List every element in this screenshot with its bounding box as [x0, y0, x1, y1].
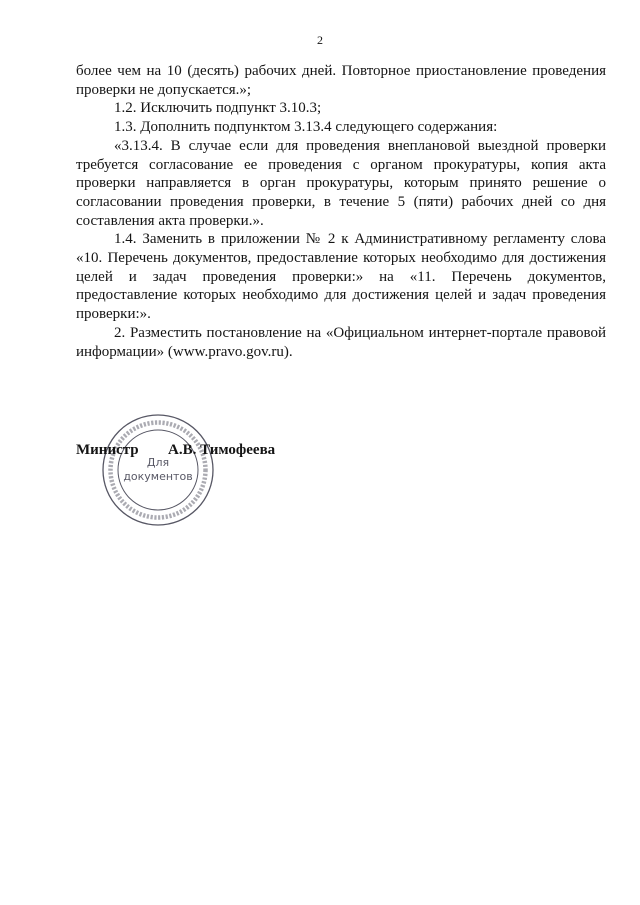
paragraph-1-3: 1.3. Дополнить подпунктом 3.13.4 следующего содержания: [114, 119, 498, 136]
paragraph-1-4: 1.4. Заменить в приложении № 2 к Административному регламенту слова «10. Перечень документов, предоставление которых необходимо для достижения целей и задач проведения проверки:» на «11. Перечень документов, предоставление которых необходимо для достижения целей и задач проведения проверки:». [76, 231, 606, 323]
paragraph-3-13-4: «3.13.4. В случае если для проведения внеплановой выездной проверки требуется согласование ее проведения с органом прокуратуры, копия акта проверки направляется в орган прокуратуры, которым принято решение о согласовании проведения проверки, в течение 5 (пяти) рабочих дней со дня составления акта проверки.». [76, 137, 606, 229]
paragraph-2: 2. Разместить постановление на «Официальном интернет-портале правовой информации» (www.pravo.gov.ru). [76, 324, 606, 360]
paragraph-continuation: более чем на 10 (десять) рабочих дней. Повторное приостановление проведения проверки не допускается.»; [76, 63, 606, 98]
signatory-name: А.В. Тимофеева [168, 442, 276, 458]
paragraph-1-2: 1.2. Исключить подпункт 3.10.3; [114, 100, 322, 117]
signatory-title: Министр [76, 442, 139, 458]
stamp-text-line2: документов [123, 470, 193, 483]
stamp-text-line1: Для [146, 456, 170, 469]
signature-block [76, 440, 376, 570]
official-stamp-icon [100, 412, 216, 528]
document-body [76, 62, 606, 361]
page-number: 2 [317, 33, 323, 47]
